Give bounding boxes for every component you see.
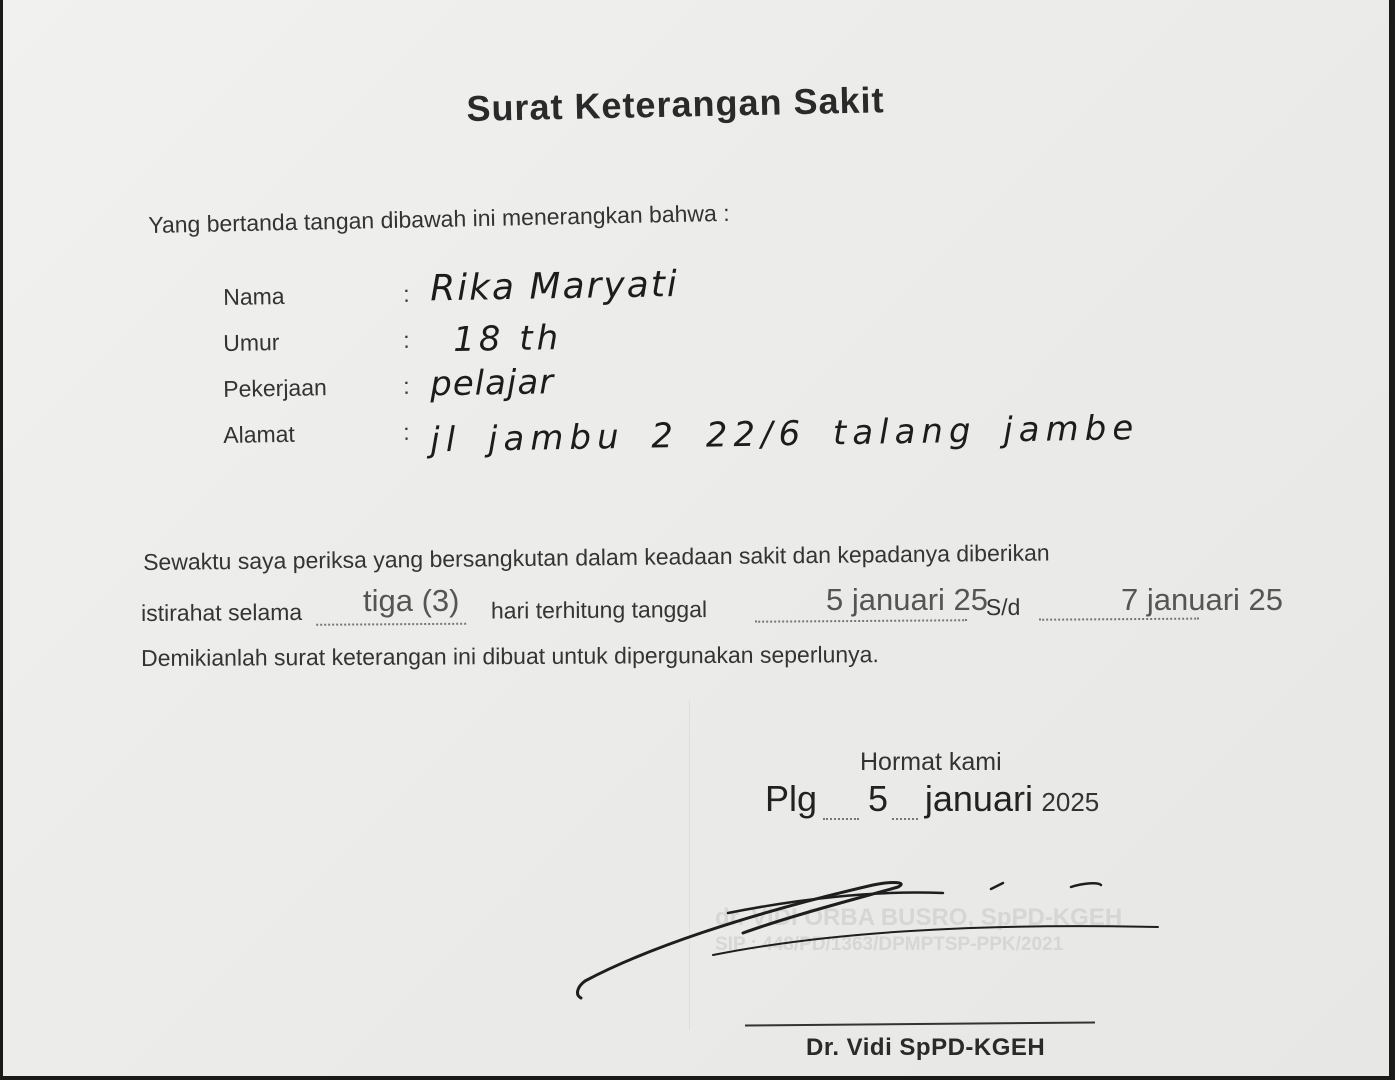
place-text: Plg bbox=[765, 778, 818, 819]
field-label: Pekerjaan bbox=[223, 374, 328, 402]
field-value-handwritten: pelajar bbox=[429, 362, 555, 405]
document-page bbox=[3, 0, 1389, 1076]
field-value-handwritten: 18 th bbox=[452, 318, 563, 360]
end-date-value: 7 januari 25 bbox=[1121, 582, 1284, 617]
stamp-line-2: SIP : 448/PD/1363/DPMPTSP-PPK/2021 bbox=[715, 934, 1064, 956]
sd-text: S/d bbox=[985, 593, 1021, 621]
sign-day: 5 bbox=[867, 778, 888, 819]
place-dots bbox=[823, 812, 859, 820]
closing-text: Hormat kami bbox=[860, 748, 1002, 776]
rest-duration-value: tiga (3) bbox=[363, 583, 460, 618]
doctor-name: Dr. Vidi SpPD-KGEH bbox=[806, 1034, 1046, 1061]
field-colon: : bbox=[402, 326, 410, 353]
document-title: Surat Keterangan Sakit bbox=[466, 79, 885, 129]
signature-line bbox=[745, 1021, 1095, 1026]
field-label: Umur bbox=[223, 329, 280, 356]
stamp-line-1: dr. VIDI ORBA BUSRO, SpPD-KGEH bbox=[715, 904, 1123, 931]
sign-year: 2025 bbox=[1041, 787, 1100, 817]
field-value-handwritten: Rika Maryati bbox=[429, 264, 680, 310]
field-colon: : bbox=[402, 372, 410, 399]
statement-line-3: Demikianlah surat keterangan ini dibuat untuk dipergunakan seperlunya. bbox=[141, 641, 879, 671]
field-label: Alamat bbox=[223, 420, 296, 448]
rest-middle-text: hari terhitung tanggal bbox=[490, 596, 708, 624]
intro-text: Yang bertanda tangan dibawah ini menerangkan bahwa : bbox=[148, 199, 730, 238]
statement-line-2 bbox=[141, 593, 1199, 627]
handwritten-signature bbox=[573, 875, 1173, 1005]
field-colon: : bbox=[402, 418, 410, 445]
place-date bbox=[765, 778, 1099, 820]
statement-line-1: Sewaktu saya periksa yang bersangkutan dalam keadaan sakit dan kepadanya diberikan bbox=[143, 539, 1050, 575]
field-value-handwritten: jl jambu 2 22/6 talang jambe bbox=[430, 408, 1140, 461]
field-colon: : bbox=[402, 280, 410, 307]
field-label: Nama bbox=[223, 282, 285, 310]
rest-prefix-text: istirahat selama bbox=[141, 598, 303, 626]
start-date-value: 5 januari 25 bbox=[826, 582, 989, 617]
sign-month: januari bbox=[924, 778, 1033, 819]
day-dots bbox=[892, 812, 918, 820]
